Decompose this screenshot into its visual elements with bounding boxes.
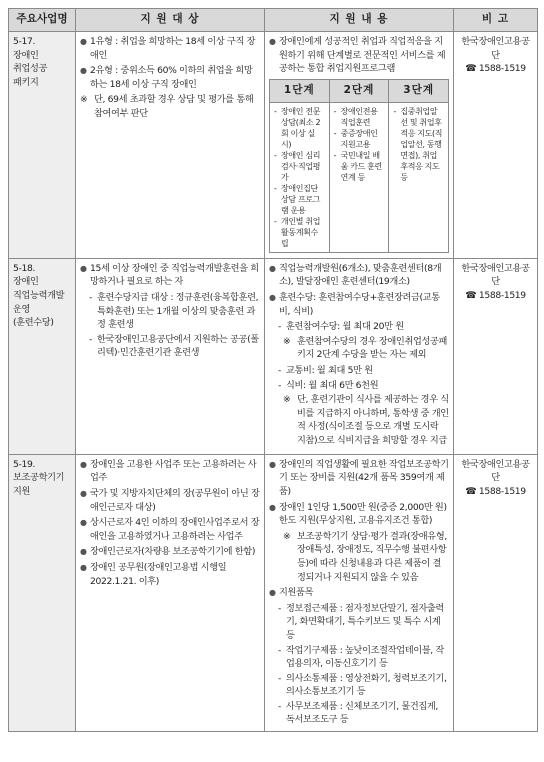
content-item: ● 장애인 1인당 1,500만 원(중증 2,000만 원) 한도 지원(무상지원, 고용유지조건 통합) bbox=[269, 501, 447, 527]
bullet-icon: ● bbox=[80, 459, 87, 469]
program-number: 5-19. bbox=[13, 458, 36, 470]
table-header-row bbox=[9, 9, 538, 32]
content-subitem: - 교통비: 월 최대 5만 원 bbox=[278, 364, 373, 376]
program-name-cell bbox=[9, 32, 76, 259]
phone-number: 1588-1519 bbox=[478, 289, 526, 301]
content-subitem: - 식비: 월 최대 6만 6천원 bbox=[278, 379, 379, 391]
target-subitem: - 훈련수당지급 대상 : 정규훈련(융복합훈련, 특화훈련) 또는 1개월 이상의 맞춤훈련 과정 훈련생 bbox=[89, 291, 259, 331]
phone-line bbox=[458, 289, 533, 303]
stage-header: 2단계 bbox=[329, 79, 389, 102]
table-row-5-18 bbox=[9, 258, 538, 454]
table-row-5-17 bbox=[9, 32, 538, 259]
phone-icon: ☎ bbox=[465, 289, 477, 301]
note-cell bbox=[454, 454, 538, 731]
stage-1-cell: - 장애인 전문 상담(최소 2회 이상 실시) - 장애인 심리검사·직업평가 - 장애인집단 상담 프로그램 운용 - 개인별 취업활동계획수립 bbox=[270, 102, 330, 252]
content-item: ● 훈련수당: 훈련참여수당+훈련장려금(교통비, 식비) bbox=[269, 291, 440, 317]
bullet-icon: ● bbox=[269, 292, 276, 302]
phone-number: 1588-1519 bbox=[478, 485, 526, 497]
content-cell bbox=[265, 32, 454, 259]
program-name-line: 취업성공 bbox=[13, 63, 48, 75]
target-item: ● 장애인을 고용한 사업주 또는 고용하려는 사업주 bbox=[80, 458, 257, 484]
target-cell bbox=[76, 32, 265, 259]
stage-header: 3단계 bbox=[389, 79, 449, 102]
content-subitem: - 사무보조제품 : 신체보조기기, 물건집게, 독서보조도구 등 bbox=[278, 700, 438, 726]
bullet-icon: ● bbox=[269, 37, 276, 46]
content-item: ● 장애인에게 성공적인 취업과 직업적응을 지원하기 위해 단계별로 전문적인 서비스를 제공하는 통합 취업지원프로그램 bbox=[269, 36, 446, 75]
phone-number: 1588-1519 bbox=[478, 63, 526, 75]
program-name-line: 직업능력개발 bbox=[13, 289, 65, 301]
phone-icon: ☎ bbox=[465, 485, 477, 497]
bullet-icon: ● bbox=[80, 37, 87, 46]
program-name-line: 지원 bbox=[13, 485, 31, 497]
content-cell bbox=[265, 454, 454, 731]
target-item: ● 장애인 공무원(장애인고용법 시행일 2022.1.21. 이후) bbox=[80, 561, 227, 587]
program-number: 5-18. bbox=[13, 262, 36, 274]
org-name: 한국장애인고용공단 bbox=[461, 36, 530, 61]
target-item: ● 장애인근로자(차량용 보조공학기기에 한함) bbox=[80, 546, 256, 558]
org-name: 한국장애인고용공단 bbox=[461, 262, 530, 288]
program-name-line: 보조공학기기 bbox=[13, 472, 65, 484]
content-subitem: - 의사소통제품 : 영상전화기, 청력보조기기, 의사소통보조기기 등 bbox=[278, 672, 447, 698]
program-name-line: 장애인 bbox=[13, 49, 39, 61]
target-cell bbox=[76, 454, 265, 731]
note-cell bbox=[454, 32, 538, 259]
content-subitem: - 작업기구제품 : 높낮이조절작업테이블, 작업용의자, 이동신호기기 등 bbox=[278, 644, 444, 670]
header-note: 비 고 bbox=[454, 9, 538, 32]
program-number: 5-17. bbox=[13, 36, 36, 47]
content-note: ※ 단, 훈련기관이 식사를 제공하는 경우 식비를 지급하지 아니하며, 통학생 중 개인적 사정(식이조절 등으로 개별 도시락 지참)으로 식비지급을 희망할 경우 지급 bbox=[283, 394, 449, 446]
bullet-icon: ● bbox=[80, 263, 87, 273]
content-note: ※ 훈련참여수당의 경우 장애인취업성공패키지 2단계 수당을 받는 자는 제외 bbox=[283, 335, 448, 361]
phone-line bbox=[458, 485, 533, 499]
program-name-cell bbox=[9, 454, 76, 731]
header-content: 지 원 내 용 bbox=[265, 9, 454, 32]
phone-line bbox=[458, 62, 533, 76]
content-item: ● 직업능력개발원(6개소), 맞춤훈련센터(8개소), 발달장애인 훈련센터(19개소) bbox=[269, 262, 442, 288]
program-table bbox=[8, 8, 538, 732]
content-note: ※ 보조공학기기 상담·평가 결과(장애유형, 장애특성, 장애정도, 직무수행 불편사항 등)에 따라 신청내용과 다른 제품이 결정되거나 지원되지 않을 수 있음 bbox=[283, 530, 447, 583]
note-cell bbox=[454, 258, 538, 454]
bullet-icon: ● bbox=[80, 518, 87, 528]
bullet-icon: ● bbox=[80, 547, 87, 557]
content-item: ● 지원품목 bbox=[269, 587, 314, 599]
bullet-icon: ● bbox=[269, 459, 276, 469]
table-row-5-19 bbox=[9, 454, 538, 731]
program-name-line: (훈련수당) bbox=[13, 317, 54, 329]
stage-2-cell: - 장애인전용 직업훈련 - 중증장애인 지원고용 - 국민내일 배움 카드 훈련연계 등 bbox=[329, 102, 389, 252]
content-cell bbox=[265, 258, 454, 454]
target-cell bbox=[76, 258, 265, 454]
bullet-icon: ● bbox=[269, 502, 276, 512]
target-item: ● 2유형 : 중위소득 60% 이하의 취업을 희망하는 18세 이상 구직 장애인 bbox=[80, 65, 253, 90]
bullet-icon: ● bbox=[80, 562, 87, 572]
target-note: ※ 단, 69세 초과할 경우 상담 및 평가를 통해 참여여부 판단 bbox=[80, 94, 254, 119]
stage-3-cell: - 집중취업알선 및 취업후 적응 지도(직업알선, 동행면접), 취업 후적응 지도 등 bbox=[389, 102, 449, 252]
program-name-line: 운영 bbox=[13, 303, 31, 315]
header-program: 주요사업명 bbox=[9, 9, 76, 32]
target-item: ● 15세 이상 장애인 중 직업능력개발훈련을 희망하거나 필요로 하는 자 bbox=[80, 262, 259, 288]
program-name-cell bbox=[9, 258, 76, 454]
content-subitem: - 훈련참여수당: 월 최대 20만 원 bbox=[278, 321, 404, 333]
target-item: ● 상시근로자 4인 이하의 장애인사업주로서 장애인을 고용하였거나 고용하려는 사업주 bbox=[80, 517, 260, 542]
bullet-icon: ● bbox=[269, 588, 276, 598]
content-item: ● 장애인의 직업생활에 필요한 작업보조공학기기 또는 장비를 지원(42개 품목 359여개 제품) bbox=[269, 458, 449, 497]
target-item: ● 1유형 : 취업을 희망하는 18세 이상 구직 장애인 bbox=[80, 36, 256, 61]
header-target: 지 원 대 상 bbox=[76, 9, 265, 32]
program-name-line: 장애인 bbox=[13, 276, 39, 288]
stage-header: 1단계 bbox=[270, 79, 330, 102]
content-subitem: - 정보접근제품 : 점자정보단말기, 점자출력기, 화면확대기, 특수키보드 및 특수 시계 등 bbox=[278, 602, 444, 641]
stage-table bbox=[269, 79, 449, 253]
bullet-icon: ● bbox=[80, 66, 87, 76]
target-item: ● 국가 및 지방자치단체의 장(공무원이 아닌 장애인근로자 대상) bbox=[80, 487, 260, 513]
target-subitem: - 한국장애인고용공단에서 지원하는 공공(폴리텍)·민간훈련기관 훈련생 bbox=[89, 333, 259, 359]
bullet-icon: ● bbox=[80, 488, 87, 498]
phone-icon: ☎ bbox=[465, 63, 477, 75]
program-name-line: 패키지 bbox=[13, 76, 39, 88]
bullet-icon: ● bbox=[269, 263, 276, 273]
org-name: 한국장애인고용공단 bbox=[461, 458, 530, 484]
